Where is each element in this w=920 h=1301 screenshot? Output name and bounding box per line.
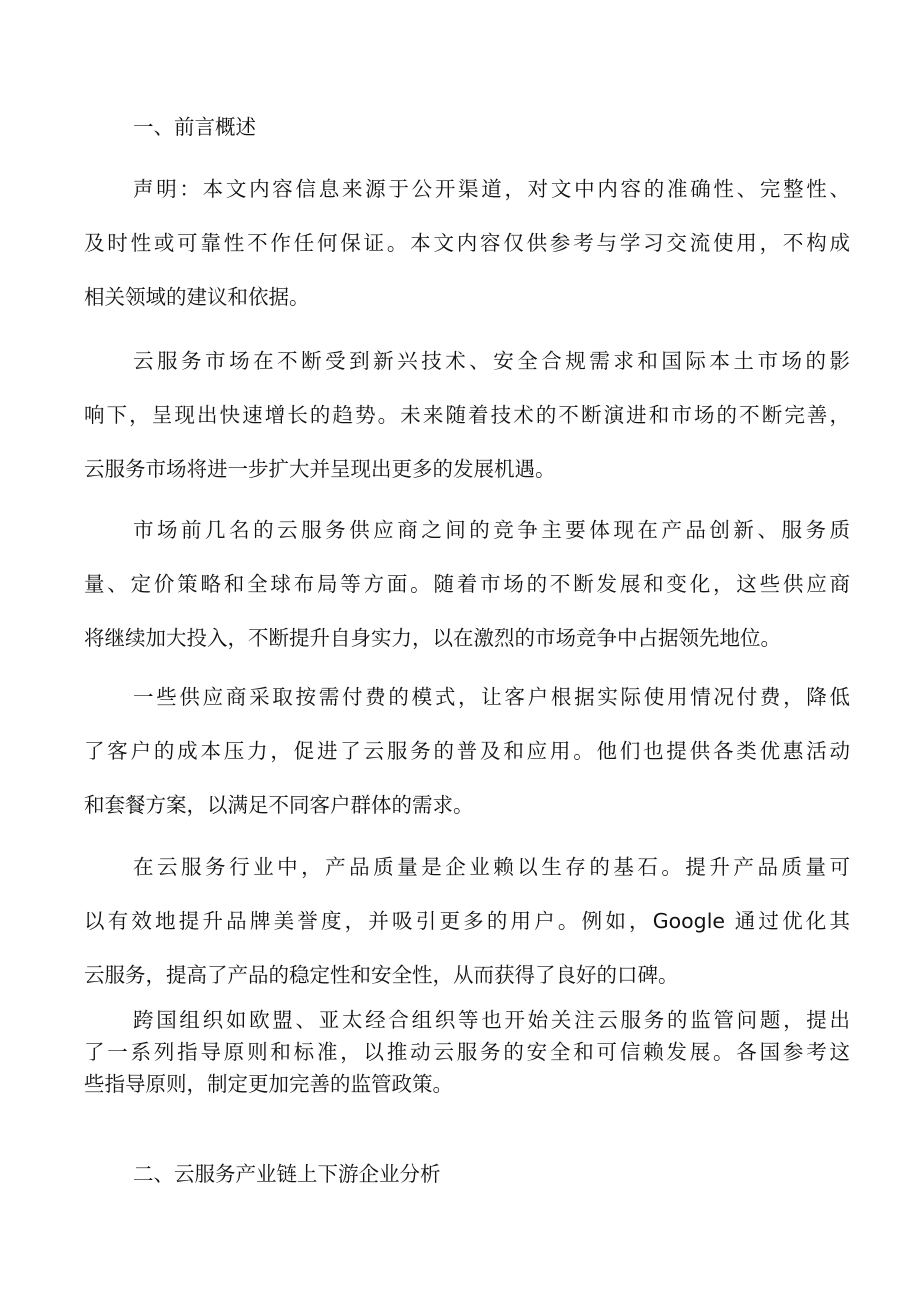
paragraph-line: 跨国组织如欧盟、亚太经合组织等也开始关注云服务的监管问题，提出: [133, 1008, 850, 1032]
paragraph-line: 了客户的成本压力，促进了云服务的普及和应用。他们也提供各类优惠活动: [84, 739, 850, 763]
section-heading-industry-chain: 二、云服务产业链上下游企业分析: [133, 1162, 441, 1186]
paragraph-line: 响下，呈现出快速增长的趋势。未来随着技术的不断演进和市场的不断完善，: [84, 403, 850, 427]
paragraph-line: 云服务市场将进一步扩大并呈现出更多的发展机遇。: [84, 457, 556, 481]
body-paragraph: [84, 670, 850, 832]
paragraph-line: 及时性或可靠性不作任何保证。本文内容仅供参考与学习交流使用，不构成: [84, 231, 850, 255]
paragraph-line: 云服务市场在不断受到新兴技术、安全合规需求和国际本土市场的影: [133, 349, 850, 373]
body-paragraph: [84, 334, 850, 496]
paragraph-line: 和套餐方案，以满足不同客户群体的需求。: [84, 793, 474, 817]
section-heading-preface: 一、前言概述: [133, 115, 256, 139]
paragraph-line: 将继续加大投入，不断提升自身实力，以在激烈的市场竞争中占据领先地位。: [84, 626, 781, 650]
paragraph-line: 相关领域的建议和依据。: [84, 285, 310, 309]
paragraph-line: 了一系列指导原则和标准，以推动云服务的安全和可信赖发展。各国参考这: [84, 1040, 850, 1064]
body-paragraph: [84, 1004, 850, 1100]
body-paragraph: [84, 503, 850, 665]
paragraph-line: 一些供应商采取按需付费的模式，让客户根据实际使用情况付费，降低: [133, 685, 850, 709]
paragraph-line: 在云服务行业中，产品质量是企业赖以生存的基石。提升产品质量可: [133, 855, 850, 879]
paragraph-line: 市场前几名的云服务供应商之间的竞争主要体现在产品创新、服务质: [133, 518, 850, 542]
paragraph-line: 些指导原则，制定更加完善的监管政策。: [84, 1072, 453, 1096]
paragraph-line: 以有效地提升品牌美誉度，并吸引更多的用户。例如，Google 通过优化其: [84, 909, 850, 933]
paragraph-line: 声明：本文内容信息来源于公开渠道，对文中内容的准确性、完整性、: [133, 177, 850, 201]
body-paragraph: [84, 840, 850, 1002]
paragraph-line: 量、定价策略和全球布局等方面。随着市场的不断发展和变化，这些供应商: [84, 572, 850, 596]
disclaimer-paragraph: [84, 162, 850, 324]
paragraph-line: 云服务，提高了产品的稳定性和安全性，从而获得了良好的口碑。: [84, 963, 679, 987]
